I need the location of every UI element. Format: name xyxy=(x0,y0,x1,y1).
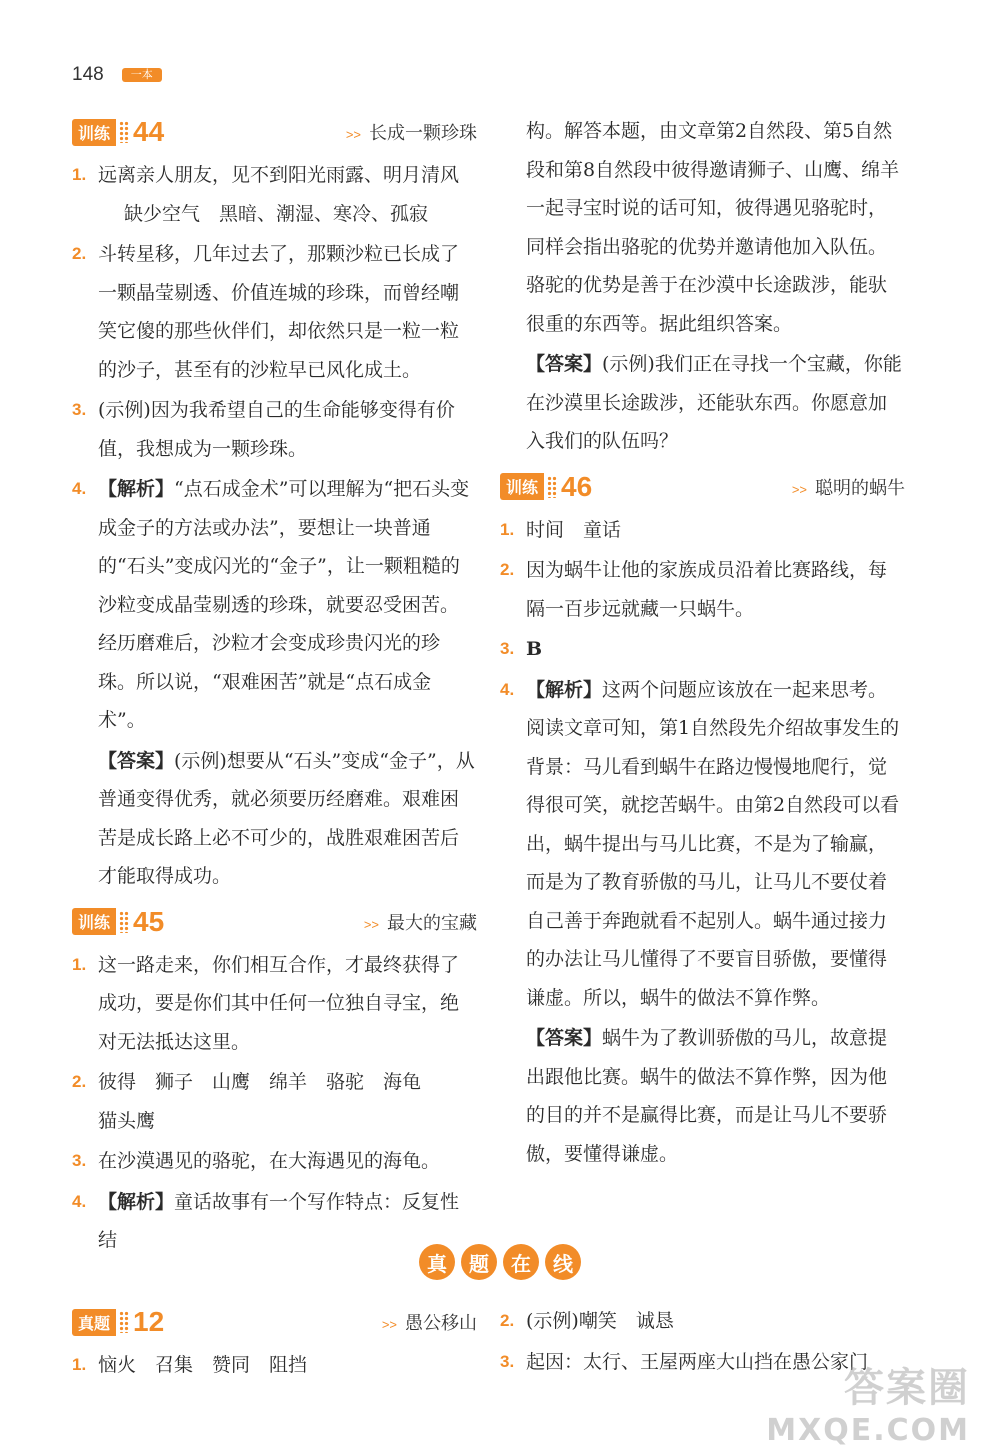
zhenti-zaixian-banner xyxy=(0,1244,1000,1280)
answer-item xyxy=(500,630,905,669)
double-chevron-icon: >> xyxy=(381,1317,397,1332)
badge-label: 真题 xyxy=(72,1309,116,1336)
double-chevron-icon: >> xyxy=(345,127,361,142)
section-topic xyxy=(364,909,477,935)
item-text: 这一路走来，你们相互合作，才最终获得了成功，要是你们其中任何一位独自寻宝，绝对无法抵达这里。 xyxy=(98,953,460,1053)
dots-icon xyxy=(547,476,557,498)
double-chevron-icon: >> xyxy=(363,916,379,932)
section-badge xyxy=(72,905,165,937)
badge-label: 训练 xyxy=(500,473,544,500)
item-text: 因为蜗牛让他的家族成员沿着比赛路线，每隔一百步远就藏一只蜗牛。 xyxy=(526,559,888,620)
item-number: 3. xyxy=(500,639,515,658)
answer-text: (示例)想要从“石头”变成“金子”，从普通变得优秀，就必须要历经磨难。艰难困苦是成长路上必不可少的，战胜艰难困苦后才能取得成功。 xyxy=(98,749,475,887)
section-topic xyxy=(792,474,905,500)
banner-char: 真 xyxy=(419,1244,455,1280)
section-topic xyxy=(346,119,477,145)
item-text: 时间 童话 xyxy=(526,518,622,541)
item-number: 1. xyxy=(72,165,87,184)
analysis-tag: 【解析】 xyxy=(98,478,175,500)
answer-paragraph xyxy=(526,1019,905,1173)
analysis-text: 童话故事有一个写作特点：反复性结 xyxy=(98,1190,460,1251)
item-number: 2. xyxy=(500,1311,515,1330)
item-text: (示例)因为我希望自己的生命能够变得有价值，我想成为一颗珍珠。 xyxy=(98,399,455,460)
zhenti-12-header xyxy=(72,1302,477,1342)
topic-title: 愚公移山 xyxy=(405,1313,477,1333)
answer-item xyxy=(500,511,905,550)
badge-number: 45 xyxy=(133,905,165,937)
analysis-tag: 【解析】 xyxy=(98,1190,175,1213)
section-44-header xyxy=(72,112,477,152)
analysis-tag: 【解析】 xyxy=(526,678,603,701)
page-tag: 一本 xyxy=(122,68,162,82)
dots-icon xyxy=(119,911,129,933)
item-number: 4. xyxy=(500,679,515,699)
zhenti-12-left xyxy=(72,1302,477,1387)
item-text xyxy=(526,671,905,1018)
item-text: 斗转星移，几年过去了，那颗沙粒已长成了一颗晶莹剔透、价值连城的珍珠，而曾经嘲笑它傻的那些伙伴们，却依然只是一粒一粒的沙子，甚至有的沙粒早已风化成土。 xyxy=(98,243,460,381)
watermark-top: 答案圈 xyxy=(844,1365,970,1411)
badge-number: 12 xyxy=(133,1306,165,1337)
answer-item xyxy=(500,1302,905,1341)
answer-item xyxy=(72,1142,477,1181)
item-text xyxy=(98,470,477,740)
page-number: 148 xyxy=(72,64,104,85)
answer-item xyxy=(72,391,477,468)
analysis-text: “点石成金术”可以理解为“把石头变成金子的方法或办法”，要想让一块普通的“石头”变成闪光的“金子”，让一颗粗糙的沙粒变成晶莹剔透的珍珠，就要忍受困苦。经历磨难后，沙粒才会变成珍贵闪光的珍珠。所以说，“艰难困苦”就是“点石成金术”。 xyxy=(98,478,470,731)
page-header xyxy=(72,60,162,90)
section-badge xyxy=(72,118,164,146)
item-number: 4. xyxy=(72,479,87,498)
topic-title: 最大的宝藏 xyxy=(387,912,477,933)
topic-title: 长成一颗珍珠 xyxy=(369,123,477,143)
item-number: 1. xyxy=(72,954,87,974)
banner-char: 线 xyxy=(545,1244,581,1280)
badge-number: 44 xyxy=(133,116,165,147)
answer-tag: 【答案】 xyxy=(98,749,175,772)
item-text xyxy=(98,156,477,233)
answer-text: 蜗牛为了教训骄傲的马儿，故意提出跟他比赛。蜗牛的做法不算作弊，因为他的目的并不是赢得比赛，而是让马儿不要骄傲，要懂得谦虚。 xyxy=(526,1027,888,1165)
item-line: 远离亲人朋友，见不到阳光雨露、明月清风 xyxy=(98,164,460,186)
item-line: 猫头鹰 xyxy=(98,1109,156,1132)
answer-item xyxy=(72,235,477,389)
right-column xyxy=(500,112,905,1175)
item-number: 3. xyxy=(72,400,87,419)
dots-icon xyxy=(119,1311,129,1333)
item-text: 恼火 召集 赞同 阻挡 xyxy=(98,1354,308,1376)
answer-item xyxy=(72,1346,477,1385)
section-badge xyxy=(500,470,593,502)
badge-number: 46 xyxy=(561,470,593,502)
item-number: 1. xyxy=(500,519,515,539)
item-text: (示例)嘲笑 诚恳 xyxy=(526,1310,674,1332)
item-text: B xyxy=(526,638,543,660)
watermark-bottom: MXQE.COM xyxy=(766,1413,970,1448)
item-text: 起因：太行、王屋两座大山挡在愚公家门 xyxy=(526,1350,869,1373)
section-46-header xyxy=(500,467,905,507)
answer-tag: 【答案】 xyxy=(526,353,603,375)
section-badge xyxy=(72,1308,164,1336)
item-text xyxy=(98,1063,477,1140)
item-text: 在沙漠遇见的骆驼，在大海遇见的海龟。 xyxy=(98,1150,441,1172)
answer-paragraph xyxy=(526,345,905,461)
answer-text: (示例)我们正在寻找一个宝藏，你能在沙漠里长途跋涉，还能驮东西。你愿意加入我们的队伍吗？ xyxy=(526,353,902,452)
answer-item xyxy=(500,551,905,628)
item-number: 3. xyxy=(72,1151,87,1170)
item-line: 彼得 狮子 山鹰 绵羊 骆驼 海龟 xyxy=(98,1071,422,1093)
answer-item xyxy=(72,156,477,233)
answer-item xyxy=(72,946,477,1062)
analysis-text: 这两个问题应该放在一起来思考。阅读文章可知，第1自然段先介绍故事发生的背景：马儿看到蜗牛在路边慢慢地爬行，觉得很可笑，就挖苦蜗牛。由第2自然段可以看出，蜗牛提出与马儿比赛，不是为了输赢，而是为了教育骄傲的马儿，让马儿不要仗着自己善于奔跑就看不起别人。蜗牛通过接力的办法让马儿懂得了不要盲目骄傲，要懂得谦虚。所以，蜗牛的做法不算作弊。 xyxy=(526,678,900,1009)
item-number: 2. xyxy=(500,560,515,579)
answer-item xyxy=(72,1063,477,1140)
item-number: 1. xyxy=(72,1355,87,1374)
badge-label: 训练 xyxy=(72,119,116,146)
left-column xyxy=(72,112,477,1262)
item-line: 缺少空气 黑暗、潮湿、寒冷、孤寂 xyxy=(124,202,429,225)
section-topic xyxy=(382,1309,477,1335)
answer-item xyxy=(72,470,477,740)
item-number: 3. xyxy=(500,1351,515,1371)
item-number: 4. xyxy=(72,1191,87,1211)
site-watermark xyxy=(766,1356,970,1448)
item-number: 2. xyxy=(72,244,87,263)
topic-title: 聪明的蜗牛 xyxy=(815,477,905,498)
analysis-continuation: 构。解答本题，由文章第2自然段、第5自然段和第8自然段中彼得邀请狮子、山鹰、绵羊一起寻宝时说的话可知，彼得遇见骆驼时，同样会指出骆驼的优势并邀请他加入队伍。骆驼的优势是善于在沙漠中长途跋涉，能驮很重的东西等。据此组织答案。 xyxy=(526,120,900,335)
item-number: 2. xyxy=(72,1072,87,1091)
double-chevron-icon: >> xyxy=(791,481,807,497)
dots-icon xyxy=(119,121,129,143)
badge-label: 训练 xyxy=(72,908,116,935)
answer-tag: 【答案】 xyxy=(526,1027,603,1049)
answer-item xyxy=(500,671,905,1018)
section-45-header xyxy=(72,902,477,942)
banner-char: 在 xyxy=(503,1244,539,1280)
banner-char: 题 xyxy=(461,1244,497,1280)
answer-paragraph xyxy=(98,742,477,896)
